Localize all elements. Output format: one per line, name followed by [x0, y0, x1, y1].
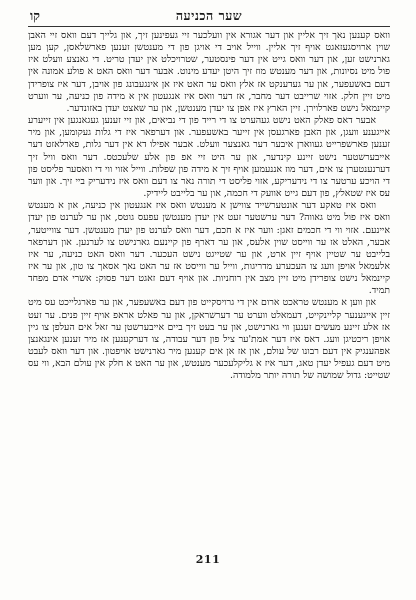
header-rule: [28, 26, 390, 27]
paragraph-3: וואס איז טאקע דער אונטערשייד צווישן א מענטש וואס איז אנגעטון אין כניעה, און א מענטש וואס איז פול מיט גאווה? דער ערשטער זעט אין יעדן מענטשן עפעס גוטס, און ער לערנט פון יעדן איינעם. אזוי ווי די חכמים זאגן: ווער איז א חכם, דער וואס לערנט פון יעדן מענטשן. דער צווייטער, אבער, האלט אז ער ווייסט שוין אלעס, און ער דארף פון קיינעם גארנישט צו לערנען. און דערפאר בלייבט ער שטיין אויף זיין ארט, און ער שטייגט נישט העכער. דער וואס האט כניעה, ער איז אלעמאל אויפן וועג צו העכערע מדריגות, ווייל ער ווייסט אז ער האט נאך אסאך צו טון, און ער איז קיינמאל נישט צופרידן מיט זיין מצב אין רוחניות. און אויף דעם זאגט דער פסוק: אשרי אדם מפחד תמיד.: [28, 200, 390, 297]
paragraph-4: און ווען א מענטש טראכט ארום אין די גרויסקייט פון דעם באשעפער, און ער פארגלייכט עס מיט זיין אייגענער קליינקייט, דעמאלט ווערט ער דערשראקן, און ער פאלט אראפ אויף זיין פנים. ער זעט אז אלע זיינע מעשים זענען ווי גארנישט, און ער בעט זיך ביים אייבערשטן ער זאל אים העלפן צו גיין אויפן ריכטיגן וועג. דאס איז דער אמת'ער ציל פון דער עבודה, צו דערקענען אז מיר זענען אינגאנצן אפהענגיק אין דעם רבונו של עולם, און אז אן אים קענען מיר גארנישט אויפטון. און דער וואס לעבט מיט דעם געפיל יעדן טאג, דער איז א גליקלעכער מענטש, און ער האט א חלק אין עולם הבא, ווי עס שטייט: גדול שמושה של תורה יותר מלמודה.: [28, 297, 390, 382]
body-text: [28, 30, 390, 383]
page-number: 211: [195, 553, 221, 566]
running-title: שער הכניעה: [175, 8, 243, 23]
hebrew-page-letter: קו: [30, 8, 40, 23]
paragraph-1: וואס קענען נאך זיך אליין און דער אגורא אין וועלכער זיי געפינען זיך, און גלייך דעם וואס זיי האבן שוין ארויסגעזאגט אויף זיך אליין. ווייל אויב די אויגן פון די מענטשן זענען פארשלאסן, קען מען גארנישט זען, און דער וואס גייט אין דער פינסטער, שטרויכלט אין יעדן טריט. די גאנצע וועלט איז פול מיט נסיונות, און דער מענטש מוז זיך היטן יעדע מינוט. אבער דער וואס האט א פולע אמונה אין דעם באשעפער, און ער געדענקט אז אלץ וואס ער האט איז אן אינגעבונג פון אויבן, דער איז צופרידן מיט זיין חלק. אזוי שרייבט דער מחבר, אז דער וואס איז אנגעטון אין א מידה פון כניעה, ער ווערט קיינמאל נישט פארלוירן. זיין הארץ איז אפן צו יעדן מענטשן, און ער שאצט יעדן באזונדער.: [28, 30, 390, 114]
page-header: [28, 8, 390, 24]
paragraph-2: אבער דאס פאלק האט נישט געהערט צו די רייד פון די נביאים, און זיי זענען געגאנגען אין זייערע אייגענע וועגן, און האבן פארגעסן אין זייער באשעפער. און דערפאר איז די גלות געקומען, און מיר זענען פארשפרייט געווארן איבער דער גאנצער וועלט. אבער אפילו דא אין דער גלות, פארלאזט דער אייבערשטער נישט זיינע קינדער, און ער היט זיי אפ פון אלע שלעכטס. דער וואס וויל זיך דערנענטערן צו אים, דער מוז אננעמען אויף זיך א מידה פון שפלות. ווייל אזוי ווי די וואסער פליסט פון די הויכע ערטער צו די נידעריקע, אזוי פליסט די תורה נאר צו דעם וואס איז נידעריק ביי זיך. און ווער עס איז שטאלץ, פון דעם גייט אוועק די חכמה, און ער בלייבט ליידיק.: [28, 115, 390, 200]
